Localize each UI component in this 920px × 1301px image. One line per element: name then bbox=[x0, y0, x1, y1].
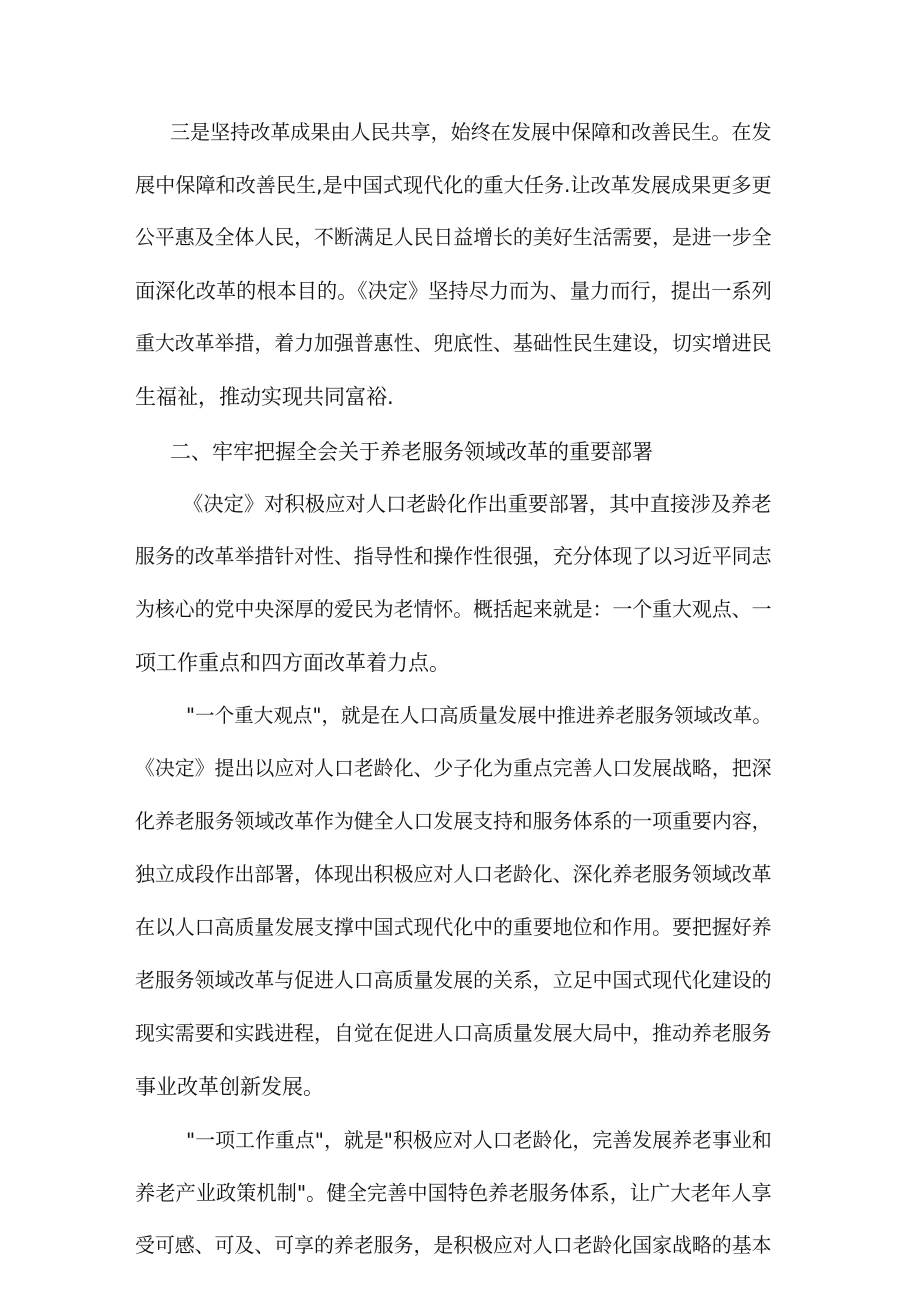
paragraph-line: 展中保障和改善民生,是中国式现代化的重大任务.让改革发展成果更多更 bbox=[135, 173, 772, 197]
paragraph-line: "一个重大观点"，就是在人口高质量发展中推进养老服务领域改革。 bbox=[186, 704, 772, 727]
paragraph-line: 现实需要和实践进程，自觉在促进人口高质量发展大局中，推动养老服务 bbox=[135, 1022, 772, 1045]
paragraph-line: 项工作重点和四方面改革着力点。 bbox=[135, 651, 450, 675]
paragraph-line: 《决定》提出以应对人口老龄化、少子化为重点完善人口发展战略，把深 bbox=[135, 757, 772, 780]
paragraph-line: 受可感、可及、可享的养老服务，是积极应对人口老龄化国家战略的基本 bbox=[135, 1234, 772, 1257]
paragraph-line: "一项工作重点"，就是"积极应对人口老龄化，完善发展养老事业和 bbox=[186, 1128, 772, 1152]
paragraph-line: 《决定》对积极应对人口老龄化作出重要部署，其中直接涉及养老 bbox=[183, 492, 772, 516]
paragraph-line: 独立成段作出部署，体现出积极应对人口老龄化、深化养老服务领域改革 bbox=[135, 863, 772, 886]
paragraph-line: 化养老服务领域改革作为健全人口发展支持和服务体系的一项重要内容， bbox=[135, 810, 772, 833]
paragraph-line: 三是坚持改革成果由人民共享，始终在发展中保障和改善民生。在发 bbox=[170, 120, 772, 144]
paragraph-line: 公平惠及全体人民，不断满足人民日益增长的美好生活需要，是进一步全 bbox=[135, 226, 772, 249]
paragraph-line: 重大改革举措，着力加强普惠性、兜底性、基础性民生建设，切实增进民 bbox=[135, 332, 772, 355]
section-heading: 二、牢牢把握全会关于养老服务领域改革的重要部署 bbox=[170, 440, 653, 464]
paragraph-line: 在以人口高质量发展支撑中国式现代化中的重要地位和作用。要把握好养 bbox=[135, 916, 772, 939]
paragraph-line: 生福祉，推动实现共同富裕. bbox=[135, 385, 394, 409]
paragraph-line: 面深化改革的根本目的。《决定》坚持尽力而为、量力而行，提出一系列 bbox=[135, 279, 772, 303]
paragraph-line: 服务的改革举措针对性、指导性和操作性很强，充分体现了以习近平同志 bbox=[135, 545, 772, 568]
paragraph-line: 老服务领域改革与促进人口高质量发展的关系，立足中国式现代化建设的 bbox=[135, 969, 772, 992]
paragraph-line: 养老产业政策机制"。健全完善中国特色养老服务体系，让广大老年人享 bbox=[135, 1181, 772, 1205]
paragraph-line: 为核心的党中央深厚的爱民为老情怀。概括起来就是：一个重大观点、一 bbox=[135, 598, 772, 621]
paragraph-line: 事业改革创新发展。 bbox=[135, 1075, 324, 1099]
